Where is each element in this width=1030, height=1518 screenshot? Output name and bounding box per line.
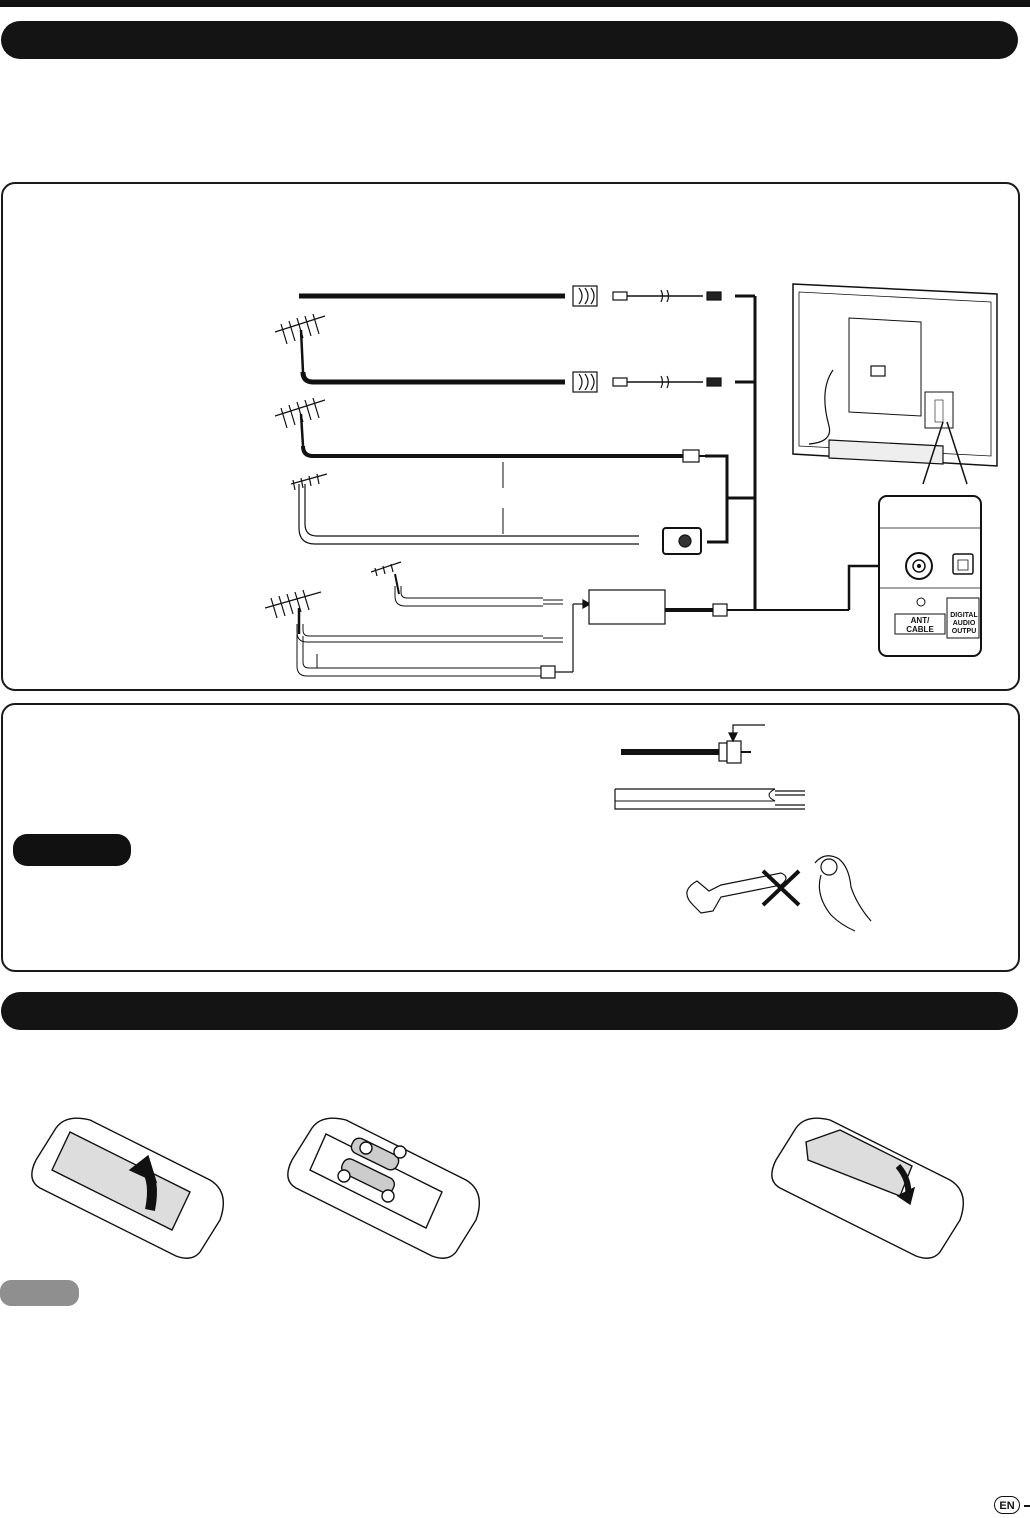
- connector-notes-panel: [1, 703, 1020, 972]
- section-header-antenna: [1, 21, 1018, 59]
- remote-open-cover-illustration: [32, 1118, 224, 1258]
- section-header-batteries: [1, 992, 1018, 1030]
- hand-tightening-icon: [815, 856, 871, 931]
- note-pill: [0, 1280, 79, 1306]
- antenna-connection-diagram: [3, 184, 1018, 689]
- connector-tips-illustration: [3, 705, 1018, 970]
- top-rule: [0, 0, 1030, 7]
- vhf-antenna-icon: [275, 314, 325, 372]
- uhf-antenna-icon: [291, 474, 327, 490]
- remote-insert-batteries-illustration: [288, 1118, 480, 1258]
- language-badge: EN: [994, 1496, 1020, 1514]
- ant-cable-port-label: ANT/ CABLE: [906, 616, 934, 634]
- tv-rear-illustration: [793, 284, 997, 484]
- antenna-diagram-panel: [1, 182, 1020, 691]
- battery-insertion-steps: [0, 1100, 1030, 1300]
- remote-close-cover-illustration: [772, 1118, 964, 1258]
- digital-audio-output-port-label: DIGITAL AUDIO OUTPU: [950, 612, 978, 635]
- page-number-dash: [1024, 1505, 1030, 1507]
